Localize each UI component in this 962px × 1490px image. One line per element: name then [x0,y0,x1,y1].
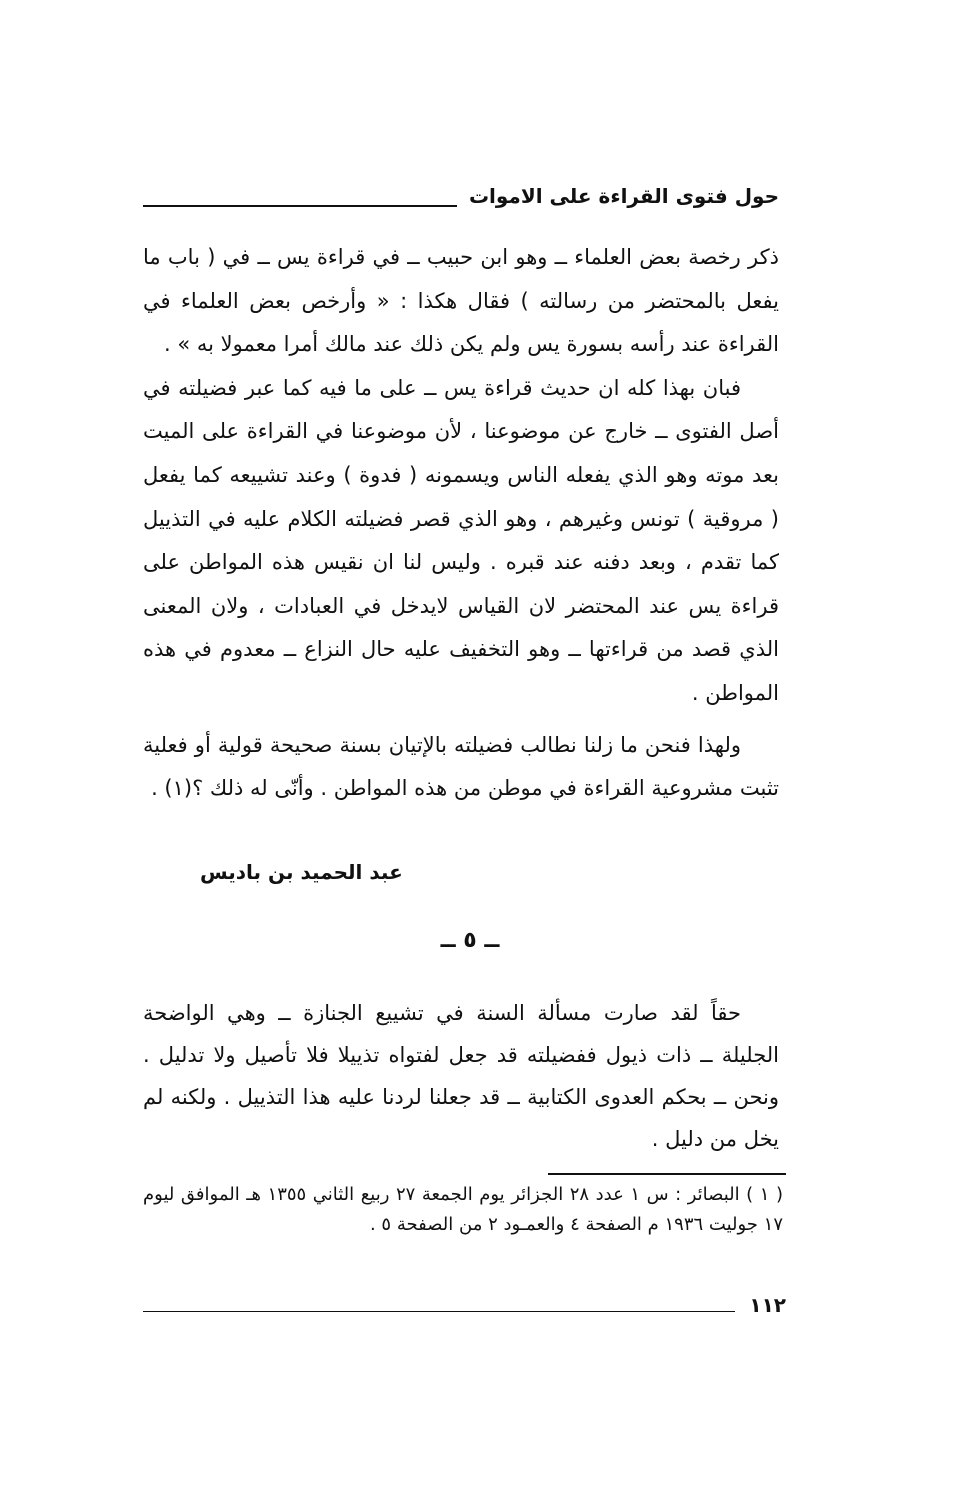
page-number: ١١٢ [749,1293,786,1317]
section-number: ــ ٥ ــ [440,928,500,953]
footnote [143,1180,783,1240]
page-footer [143,1290,786,1320]
paragraph: ولهذا فنحن ما زلنا نطالب فضيلته بالإتيان بسنة صحيحة قولية أو فعلية تثبت مشروعية القراءة في موطن من هذه المواطن . وأنّى له ذلك ؟(١) . [143,732,779,801]
footnote-text: ( ١ ) البصائر : س ١ عدد ٢٨ الجزائر يوم الجمعة ٢٧ ربيع الثاني ١٣٥٥ هـ الموافق ليوم ١٧ جوليت ١٩٣٦ م الصفحة ٤ والعمـود ٢ من الصفحة ٥ . [143,1184,783,1235]
paragraph-continued: ذكر رخصة بعض العلماء ــ وهو ابن حبيب ــ في قراءة يس ــ في ( باب ما يفعل بالمحتضر من رسالته ) فقال هكذا : « وأرخص بعض العلماء في القراءة عند رأسه بسورة يس ولم يكن ذلك عند مالك أمرا معمولا به » . [143,245,779,357]
paragraph: فبان بهذا كله ان حديث قراءة يس ــ على ما فيه كما عبر فضيلته في أصل الفتوى ــ خارج عن موضوعنا ، لأن موضوعنا في القراءة على الميت بعد موته وهو الذي يفعله الناس ويسمونه ( فدوة ) وعند تشييعه كما يفعل ( مروقية ) تونس وغيرهم ، وهو الذي قصر فضيلته الكلام عليه في التذييل كما تقدم ، وبعد دفنه عند قبره . وليس لنا ان نقيس هذه المواطن على قراءة يس عند المحتضر لان القياس لايدخل في العبادات ، ولان المعنى الذي قصد من قراءتها ــ وهو التخفيف عليه حال النزاع ــ معدوم في هذه المواطن . [143,375,779,705]
running-header [143,176,779,216]
header-rule [143,205,457,207]
paragraph: حقاً لقد صارت مسألة السنة في تشييع الجنازة ــ وهي الواضحة الجليلة ــ ذات ذيول ففضيلته قد جعل لفتواه تذييلا فلا تأصيل ولا تدليل . ونحن ــ بحكم العدوى الكتابية ــ قد جعلنا لردنا عليه هذا التذييل . ولكنه لم يخل من دليل . [143,1001,779,1151]
running-head-title: حول فتوى القراءة على الاموات [468,184,779,208]
section-text [143,992,779,1160]
footer-rule [143,1311,735,1312]
main-text [143,236,779,811]
author-signature: عبد الحميد بن باديس [200,860,403,884]
footnote-rule [548,1173,786,1175]
